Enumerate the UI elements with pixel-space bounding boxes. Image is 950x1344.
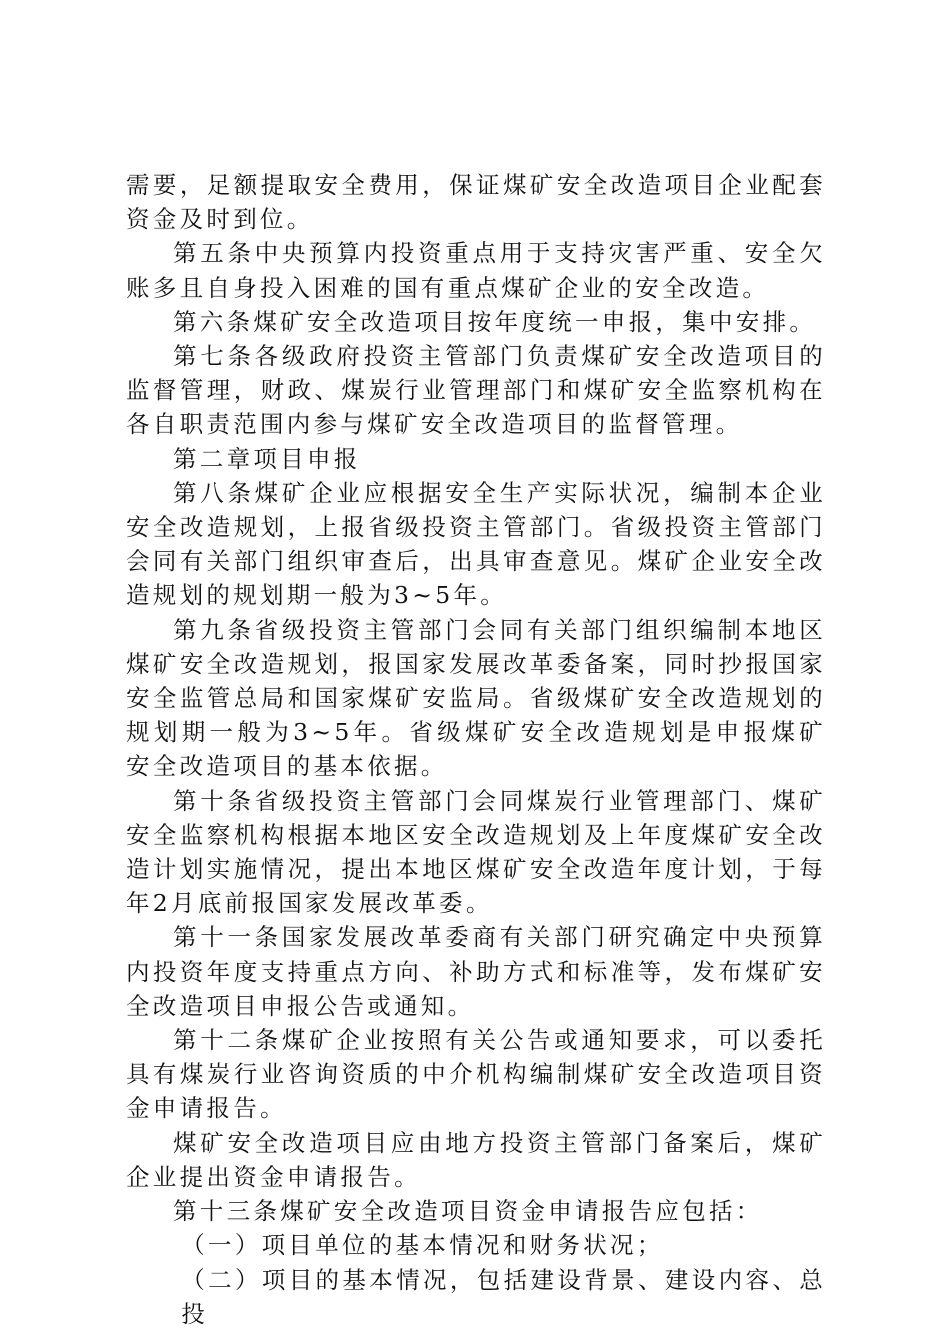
paragraph-article-11: 第十一条国家发展改革委商有关部门研究确定中央预算内投资年度支持重点方向、补助方式和标准等，发布煤矿安全改造项目申报公告或通知。 [126, 923, 826, 1020]
document-body [126, 168, 826, 1331]
paragraph-article-12: 第十二条煤矿企业按照有关公告或通知要求，可以委托具有煤炭行业咨询资质的中介机构编制煤矿安全改造项目资金申请报告。 [126, 1026, 826, 1123]
paragraph-article-5: 第五条中央预算内投资重点用于支持灾害严重、安全欠账多且自身投入困难的国有重点煤矿企业的安全改造。 [126, 239, 826, 302]
list-item-2: （二）项目的基本情况，包括建设背景、建设内容、总投 [181, 1265, 826, 1328]
chapter-heading: 第二章项目申报 [173, 444, 361, 473]
paragraph-article-7: 第七条各级政府投资主管部门负责煤矿安全改造项目的监督管理，财政、煤炭行业管理部门和煤矿安全监察机构在各自职责范围内参与煤矿安全改造项目的监督管理。 [126, 342, 826, 439]
paragraph-0: 需要，足额提取安全费用，保证煤矿安全改造项目企业配套资金及时到位。 [126, 171, 826, 234]
paragraph-article-8: 第八条煤矿企业应根据安全生产实际状况，编制本企业安全改造规划，上报省级投资主管部门。省级投资主管部门会同有关部门组织审查后，出具审查意见。煤矿企业安全改造规划的规划期一般为3~5年。 [126, 478, 826, 610]
paragraph-article-9: 第九条省级投资主管部门会同有关部门组织编制本地区煤矿安全改造规划，报国家发展改革委备案，同时抄报国家安全监管总局和国家煤矿安监局。省级煤矿安全改造规划的规划期一般为3~5年。省级煤矿安全改造规划是申报煤矿安全改造项目的基本依据。 [126, 615, 826, 781]
paragraph-article-13: 第十三条煤矿安全改造项目资金申请报告应包括： [173, 1197, 763, 1226]
paragraph-article-12-note: 煤矿安全改造项目应由地方投资主管部门备案后，煤矿企业提出资金申请报告。 [126, 1128, 826, 1191]
list-item-1: （一）项目单位的基本情况和财务状况； [181, 1231, 664, 1260]
paragraph-article-6: 第六条煤矿安全改造项目按年度统一申报，集中安排。 [173, 307, 817, 336]
paragraph-article-10: 第十条省级投资主管部门会同煤炭行业管理部门、煤矿安全监察机构根据本地区安全改造规划及上年度煤矿安全改造计划实施情况，提出本地区煤矿安全改造年度计划，于每年2月底前报国家发展改革委。 [126, 786, 826, 918]
